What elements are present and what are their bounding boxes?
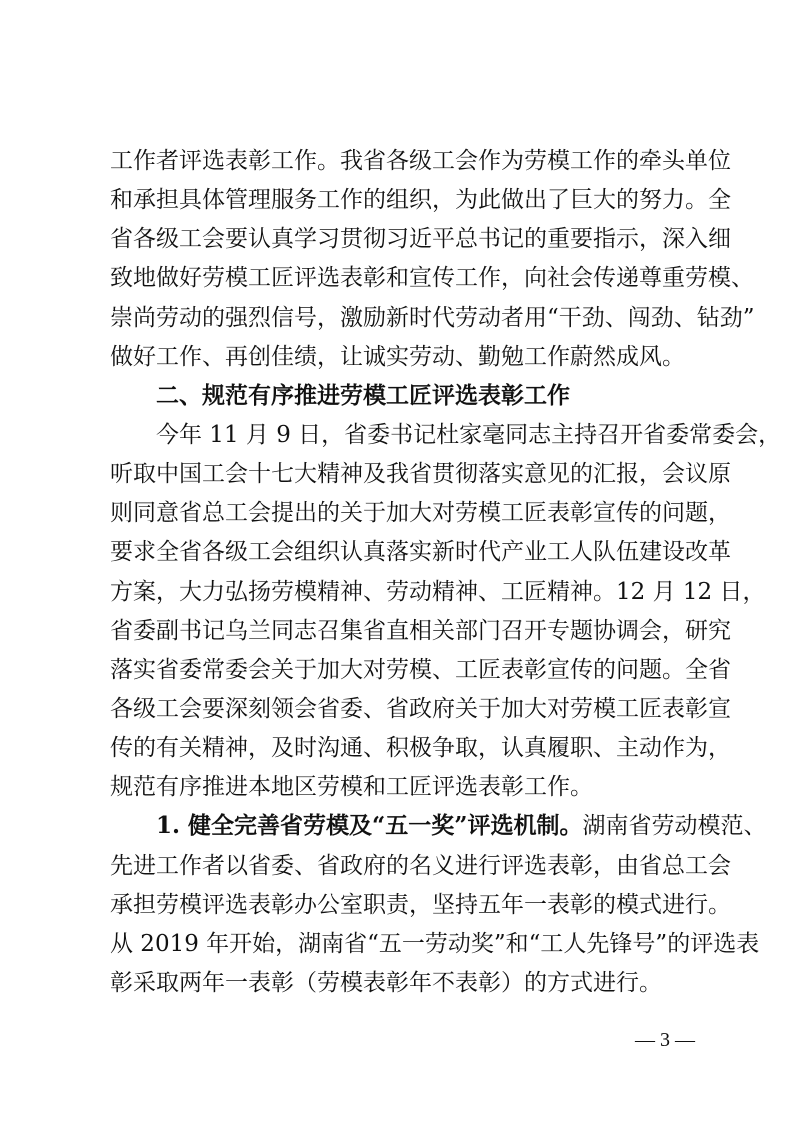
- paragraph-line: 则同意省总工会提出的关于加大对劳模工匠表彰宣传的问题，: [110, 500, 731, 526]
- paragraph-line: [156, 806, 767, 846]
- subsection-title: 1. 健全完善省劳模及“五一奖”评选机制。: [156, 812, 583, 839]
- page-number: — 3 —: [635, 1029, 695, 1051]
- paragraph-line: 承担劳模评选表彰办公室职责，坚持五年一表彰的模式进行。: [110, 892, 731, 918]
- paragraph-line: 规范有序推进本地区劳模和工匠评选表彰工作。: [110, 774, 593, 800]
- paragraph-text: 湖南省劳动模范、: [582, 813, 767, 839]
- paragraph-line: 各级工会要深刻领会省委、省政府关于加大对劳模工匠表彰宣: [110, 696, 731, 722]
- paragraph-line: 先进工作者以省委、省政府的名义进行评选表彰，由省总工会: [110, 853, 731, 879]
- paragraph-line: 工作者评选表彰工作。我省各级工会作为劳模工作的牵头单位: [110, 148, 731, 174]
- section-heading: 二、规范有序推进劳模工匠评选表彰工作: [156, 383, 570, 409]
- paragraph-line: 落实省委常委会关于加大对劳模、工匠表彰宣传的问题。全省: [110, 657, 731, 683]
- paragraph-line: 今年 11 月 9 日，省委书记杜家毫同志主持召开省委常委会，: [156, 422, 782, 448]
- paragraph-line: 省各级工会要认真学习贯彻习近平总书记的重要指示，深入细: [110, 226, 731, 252]
- paragraph-line: 方案，大力弘扬劳模精神、劳动精神、工匠精神。12 月 12 日，: [110, 579, 766, 605]
- paragraph-line: 彰采取两年一表彰（劳模表彰年不表彰）的方式进行。: [110, 970, 662, 996]
- paragraph-line: 致地做好劳模工匠评选表彰和宣传工作，向社会传递尊重劳模、: [110, 265, 754, 291]
- paragraph-line: 省委副书记乌兰同志召集省直相关部门召开专题协调会，研究: [110, 618, 731, 644]
- paragraph-line: 传的有关精神，及时沟通、积极争取，认真履职、主动作为，: [110, 735, 731, 761]
- paragraph-line: 听取中国工会十七大精神及我省贯彻落实意见的汇报，会议原: [110, 461, 731, 487]
- paragraph-line: 从 2019 年开始，湖南省“五一劳动奖”和“工人先锋号”的评选表: [110, 931, 760, 957]
- paragraph-line: 崇尚劳动的强烈信号，激励新时代劳动者用“干劲、闯劲、钻劲”: [110, 305, 755, 331]
- paragraph-line: 做好工作、再创佳绩，让诚实劳动、勤勉工作蔚然成风。: [110, 344, 685, 370]
- paragraph-line: 要求全省各级工会组织认真落实新时代产业工人队伍建设改革: [110, 539, 731, 565]
- paragraph-line: 和承担具体管理服务工作的组织，为此做出了巨大的努力。全: [110, 187, 731, 213]
